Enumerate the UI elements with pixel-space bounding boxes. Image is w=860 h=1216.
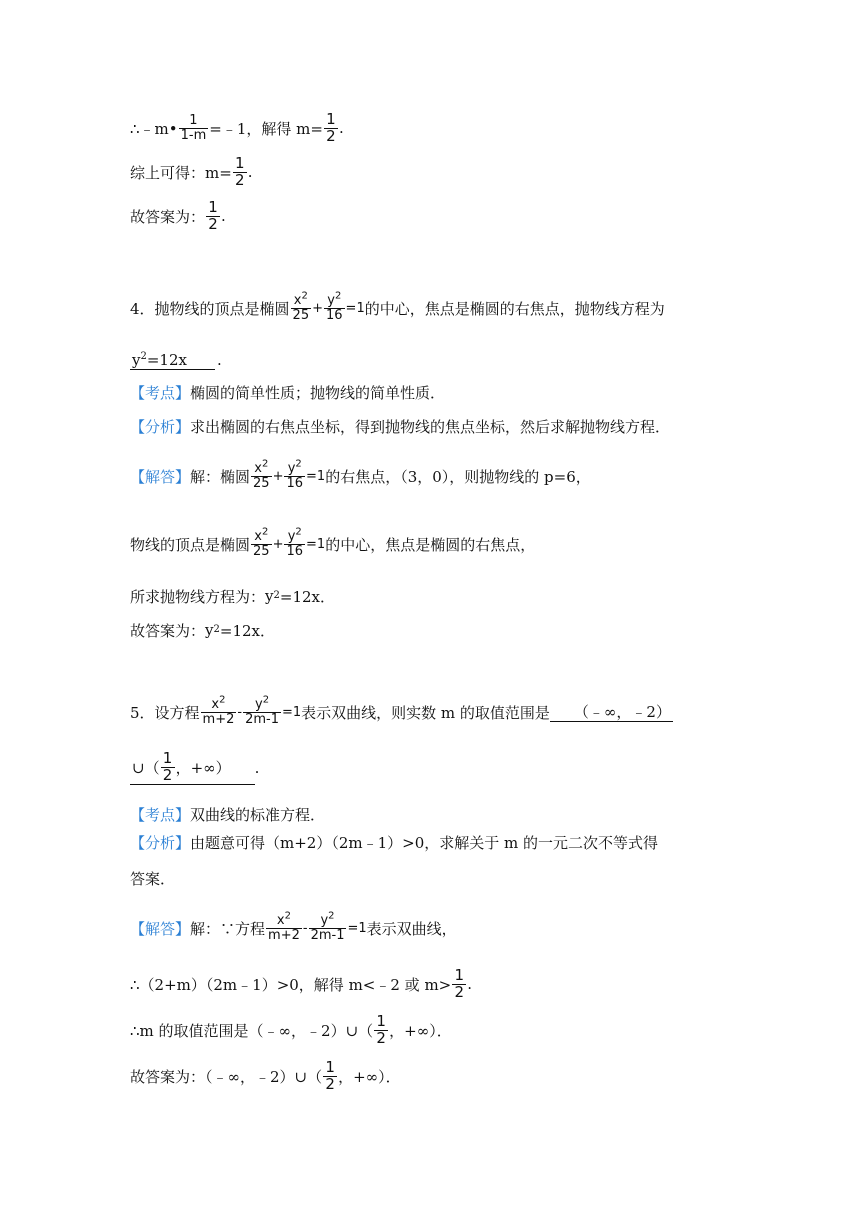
ellipse-y-term: $\frac{y^2}{16}$ [286,458,304,491]
q5-answer-blank-part1: （﹣∞，﹣2） [550,703,673,722]
q4-answer-line: $y^2=12x$ . [132,350,222,369]
q4-jieda-line2: 物线的顶点是椭圆 $\frac{x^2}{25}$ + $\frac{y^2}{16}$ =1 的中心，焦点是椭圆的右焦点， [130,526,536,559]
q5-jieda-line3: ∴m 的取值范围是（﹣∞，﹣2）∪（ $\frac{1}{2}$ ，+∞）． [130,1011,452,1047]
hyperbola-y-term: $\frac{y^2}{2m-1}$ [245,694,279,727]
hyperbola-x-term: $\frac{x^2}{m+2}$ [202,694,235,727]
q4-fenxi: 【分析】 求出椭圆的右焦点坐标，得到抛物线的焦点坐标，然后求解抛物线方程． [130,417,671,436]
ellipse-y-term: $\frac{y^2}{16}$ [286,526,304,559]
q3-summary-line: 综上可得：m= $\frac{1}{2}$ . [130,153,253,189]
kaodian-tag: 【考点】 [130,805,191,824]
q5-jieda-line1: 【解答】 解：∵方程 $\frac{x^2}{m+2}$ - $\frac{y^2}{2m-1}$ =1 表示双曲线， [130,910,457,943]
q5-answer-final: 故答案为：（﹣∞，﹣2）∪（ $\frac{1}{2}$ ，+∞）． [130,1057,401,1093]
q5-jieda-line2: ∴（2+m）（2m﹣1）>0，解得 m<﹣2 或 m> $\frac{1}{2}$ . [130,965,473,1001]
kaodian-tag: 【考点】 [130,383,191,402]
ellipse-x-term: $\frac{x^2}{25}$ [253,458,270,491]
fraction-1-over-2: $\frac{1}{2}$ [374,1014,388,1047]
q4-jieda-line3: 所求抛物线方程为： y 2 =12x． [130,587,335,606]
fraction-1-over-2: $\frac{1}{2}$ [161,751,175,784]
q4-stem: 4．抛物线的顶点是椭圆 $\frac{x^2}{25}$ + $\frac{y^2}{16}$ =1 的中心，焦点是椭圆的右焦点，抛物线方程为 [130,290,665,323]
fenxi-tag: 【分析】 [130,417,191,436]
q4-answer-final: 故答案为： y 2 =12x． [130,621,275,640]
hyperbola-y-term: $\frac{y^2}{2m-1}$ [310,910,345,943]
fraction-1-over-2: $\frac{1}{2}$ [323,1060,337,1093]
q5-fenxi-line2: 答案． [130,869,176,888]
q3-step-text-2: =﹣1，解得 m= [209,119,323,138]
ellipse-x-term: $\frac{x^2}{25}$ [253,526,270,559]
q5-kaodian: 【考点】 双曲线的标准方程． [130,805,326,824]
q3-step-text: ∴﹣m• [130,119,178,138]
q4-answer-blank: $y^2=12x$ [130,351,215,370]
fenxi-tag: 【分析】 [130,833,191,852]
jieda-tag: 【解答】 [130,467,191,486]
hyperbola-x-term: $\frac{x^2}{m+2}$ [268,910,300,943]
fraction-1-over-2: $\frac{1}{2}$ [452,968,466,1001]
q3-answer-line: 故答案为： $\frac{1}{2}$ . [130,197,226,233]
fraction-1-over-2: $\frac{1}{2}$ [233,156,247,189]
q4-jieda-line1: 【解答】 解：椭圆 $\frac{x^2}{25}$ + $\frac{y^2}{16}$ =1 的右焦点，（3，0），则抛物线的 p=6， [130,458,591,491]
q3-step-line: ∴﹣m• $\frac{1}{1-m}$ =﹣1，解得 m= $\frac{1}{2}$ . [130,109,344,145]
jieda-tag: 【解答】 [130,919,191,938]
fraction-1-over-2: $\frac{1}{2}$ [206,200,220,233]
q4-kaodian: 【考点】 椭圆的简单性质；抛物线的简单性质． [130,383,446,402]
q5-answer-blank-part2: ∪（ $\frac{1}{2}$ ，+∞） [130,751,255,785]
ellipse-y-term: $\frac{y^2}{16}$ [326,290,343,323]
q5-fenxi-line1: 【分析】 由题意可得（m+2）（2m﹣1）>0，求解关于 m 的一元二次不等式得 [130,833,659,852]
q5-stem: 5．设方程 $\frac{x^2}{m+2}$ - $\frac{y^2}{2m-1}$ =1 表示双曲线，则实数 m 的取值范围是 （﹣∞，﹣2） [130,694,671,727]
q5-answer-line: ∪（ $\frac{1}{2}$ ，+∞） . [132,749,260,784]
fraction-1-over-1-m: $\frac{1}{1-m}$ [180,112,207,143]
fraction-1-over-2: $\frac{1}{2}$ [324,112,338,145]
ellipse-x-term: $\frac{x^2}{25}$ [292,290,310,323]
